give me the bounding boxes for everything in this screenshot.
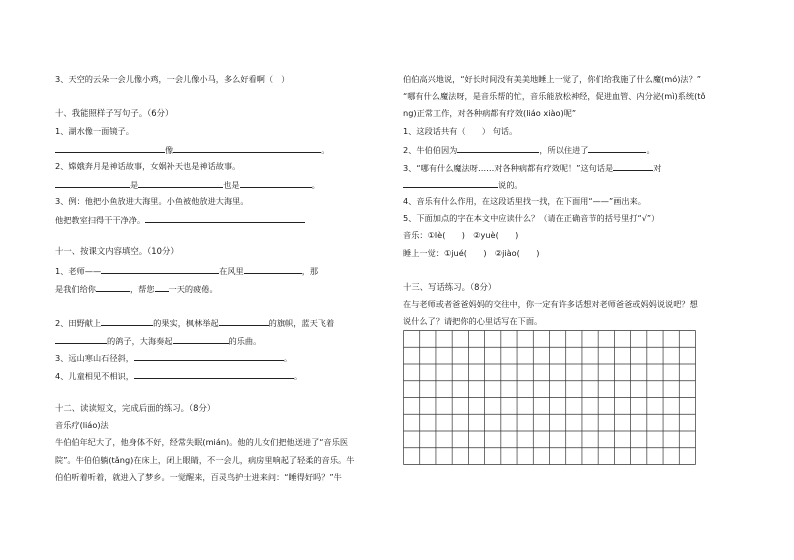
answer-blank[interactable] <box>173 334 229 344</box>
answer-blank[interactable] <box>96 282 130 292</box>
answer-blank[interactable] <box>173 143 321 153</box>
sec11-line-3: 3、远山寒山石径斜， 。 <box>55 353 293 363</box>
sec13-desc-1: 在与老师或者爸爸妈妈的交往中，你一定有许多话想对老师爸爸或妈妈说说吧？想 <box>403 299 698 309</box>
answer-blank[interactable] <box>138 178 223 188</box>
answer-blank[interactable] <box>219 316 269 326</box>
sec13-desc-2: 说什么了？请把你的心里话写在下面。 <box>403 316 543 326</box>
section-13-title: 十三、写话练习。（8分） <box>403 282 497 292</box>
answer-blank[interactable] <box>101 316 153 326</box>
answer-blank[interactable] <box>145 213 305 223</box>
sec11-line-1: 1、老师—— 在风里 ，那 <box>55 266 319 276</box>
story-paragraph-5: “哪有什么魔法呀，是音乐帮的忙，音乐能放松神经，促进血管、内分泌(mì)系统(tǒ <box>403 91 706 101</box>
story-paragraph-1: 牛伯伯年纪大了，他身体不好，经常失眠(mián)。他的儿女们把他送进了“音乐医 <box>55 437 349 447</box>
section-10-title: 十、我能照样子写句子。（6分） <box>55 108 174 118</box>
sec12-q5-a: 音乐：①lè( ) ②yuè( ) <box>403 230 519 240</box>
story-paragraph-2: 院”。牛伯伯躺(tǎng)在床上，闭上眼睛，不一会儿，病房里响起了轻柔的音乐。牛 <box>55 455 355 465</box>
sec10-answer-1: 像 。 <box>55 143 329 156</box>
answer-blank[interactable] <box>240 178 312 188</box>
section-11-title: 十一、按课文内容填空。（10分） <box>55 246 179 256</box>
sec10-example-2: 2、嫦娥奔月是神话故事，女娲补天也是神话故事。 <box>55 161 241 171</box>
answer-blank[interactable] <box>588 143 646 153</box>
answer-blank[interactable] <box>134 351 284 361</box>
sec10-example-3: 3、例：他把小鱼放进大海里。小鱼被他放进大海里。 <box>55 196 249 206</box>
answer-blank[interactable] <box>244 264 302 274</box>
q3-line: 3、天空的云朵一会儿像小鸡，一会儿像小马，多么好看啊（ ） <box>55 74 290 84</box>
sec11-line-4: 4、儿童相见不相识， 。 <box>55 371 303 381</box>
writing-grid[interactable] <box>403 330 696 465</box>
sec12-q5: 5、下面加点的字在本文中应读什么？（请在正确音节的括号里打“√”） <box>403 213 660 223</box>
answer-blank[interactable] <box>55 334 107 344</box>
story-paragraph-4: 伯伯高兴地说，“好长时间没有美美地睡上一觉了，你们给我施了什么魔(mó)法？” <box>403 74 702 84</box>
sec12-q1: 1、这段话共有（ ） 句话。 <box>403 126 518 136</box>
answer-blank[interactable] <box>403 178 498 188</box>
answer-blank[interactable] <box>101 264 219 274</box>
story-title: 音乐疗(liáo)法 <box>55 420 109 430</box>
story-paragraph-3: 伯伯听着听着，就进入了梦乡。一觉醒来，百灵鸟护士进来问：“睡得好吗？”牛 <box>55 472 342 482</box>
answer-blank[interactable] <box>134 369 294 379</box>
sec11-line-2: 2、田野献上 的果实，枫林举起 的旗帜，蓝天飞着 <box>55 318 335 328</box>
sec12-q5-b: 睡上一觉：①jué( ) ②jiào( ) <box>403 248 540 258</box>
sec10-answer-3: 他把教室扫得干干净净。 <box>55 213 305 226</box>
answer-blank[interactable] <box>55 178 130 188</box>
sec11-line-1b: 是我们给你 ，帮您 一天的疲倦。 <box>55 284 218 294</box>
sec12-q3: 3、“哪有什么魔法呀……对各种病都有疗效呢！”这句话是 对 <box>403 163 662 173</box>
answer-blank[interactable] <box>457 143 539 153</box>
sec10-example-1: 1、湖水像一面镜子。 <box>55 126 134 136</box>
sec10-answer-2: 是 也是 。 <box>55 178 320 191</box>
story-paragraph-6: ng)正常工作，对各种病都有疗效(liáo xiào)呢” <box>403 108 577 118</box>
answer-blank[interactable] <box>155 282 169 292</box>
sec11-line-2b: 的鸽子，大海奏起 的乐曲。 <box>55 334 261 347</box>
sec12-q3b: 说的。 <box>403 178 523 191</box>
sec12-q4: 4、音乐有什么作用，在这段话里找一找，在下面用“——”画出来。 <box>403 196 646 206</box>
sec12-q2: 2、牛伯伯因为 ，所以住进了 。 <box>403 145 655 155</box>
answer-blank[interactable] <box>55 143 165 153</box>
section-12-title: 十二、读读短文，完成后面的练习。（8分） <box>55 403 216 413</box>
answer-blank[interactable] <box>613 161 653 171</box>
